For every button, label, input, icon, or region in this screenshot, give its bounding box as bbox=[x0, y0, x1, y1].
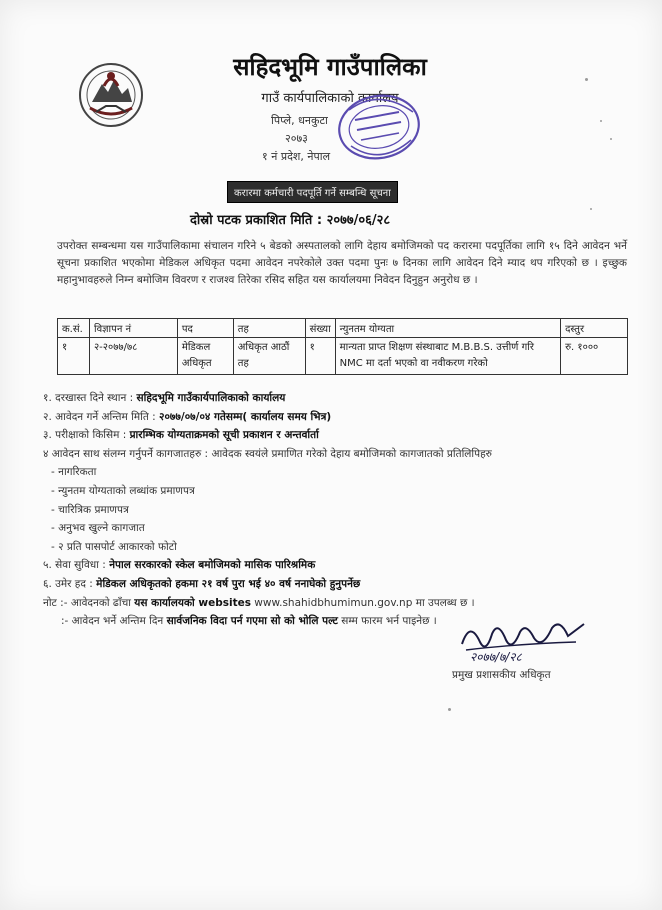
notice-title-banner: करारमा कर्मचारी पदपूर्ति गर्ने सम्बन्धि सूचना bbox=[227, 181, 398, 203]
doc-item: - अनुभव खुल्ने कागजात bbox=[51, 522, 145, 535]
item-label: १. दरखास्त दिने स्थान : bbox=[43, 392, 137, 404]
municipality-title: सहिदभूमि गाउँपालिका bbox=[233, 52, 427, 81]
item-label: २. आवेदन गर्ने अन्तिम मिति : bbox=[43, 410, 160, 423]
item-label: ४ आवेदन साथ संलग्न गर्नुपर्ने कागजातहरु : bbox=[43, 447, 212, 460]
list-item bbox=[43, 389, 633, 408]
col-header-post: पद bbox=[177, 319, 233, 338]
list-item bbox=[43, 445, 633, 464]
paper-speck bbox=[600, 120, 602, 122]
col-header-sn: क.सं. bbox=[58, 319, 90, 338]
signature-date: २०७७/७/२८ bbox=[470, 650, 522, 664]
cell-ad-no: २-२०७७/७८ bbox=[89, 338, 177, 375]
note-text: www.shahidbhumimun.gov.np मा उपलब्ध छ । bbox=[250, 596, 475, 609]
list-item bbox=[43, 426, 633, 445]
paper-speck bbox=[610, 138, 612, 140]
note-text: सम्म फारम भर्न पाइनेछ । bbox=[337, 615, 437, 628]
list-item bbox=[43, 556, 633, 575]
note-label: नोट :- bbox=[43, 596, 71, 609]
list-item bbox=[43, 408, 633, 427]
note-text-bold: यस कार्यालयको websites bbox=[134, 596, 251, 609]
item-label: ५. सेवा सुविधा : bbox=[43, 559, 110, 572]
note-text: :- आवेदन भर्ने अन्तिम दिन bbox=[61, 615, 167, 628]
col-header-count: संख्या bbox=[305, 319, 335, 338]
item-value: प्रारम्भिक योग्यताक्रमको सूची प्रकाशन र अन्तर्वार्ता bbox=[129, 429, 319, 442]
item-value: सहिदभूमि गाउँकार्यपालिकाको कार्यालय bbox=[136, 392, 286, 404]
cell-post: मेडिकल अधिकृत bbox=[177, 338, 233, 375]
item-value: २०७७/०७/०४ गतेसम्म( कार्यालय समय भित्र) bbox=[159, 410, 332, 423]
list-item bbox=[43, 575, 633, 594]
item-value: नेपाल सरकारको स्केल बमोजिमको मासिक पारिश्रमिक bbox=[109, 559, 316, 572]
cell-level: अधिकृत आठौं तह bbox=[233, 338, 305, 375]
col-header-fee: दस्तुर bbox=[561, 319, 628, 338]
doc-item: - २ प्रति पासपोर्ट आकारको फोटो bbox=[51, 540, 177, 553]
note-line bbox=[43, 594, 633, 613]
item-value: आवेदक स्वयंले प्रमाणित गरेको देहाय बमोजिमको कागजातको प्रतिलिपिहरु bbox=[211, 447, 492, 460]
paper-speck bbox=[590, 208, 592, 210]
paper-speck bbox=[585, 78, 588, 81]
cell-qualification: मान्यता प्राप्त शिक्षण संस्थाबाट M.B.B.S. उत्तीर्ण गरि NMC मा दर्ता भएको वा नवीकरण गरेको bbox=[335, 338, 560, 375]
signatory-title: प्रमुख प्रशासकीय अधिकृत bbox=[452, 669, 551, 681]
publication-date: दोस्रो पटक प्रकाशित मिति : २०७७/०६/२८ bbox=[190, 213, 391, 228]
doc-item: - चारित्रिक प्रमाणपत्र bbox=[51, 503, 129, 516]
province-line: १ नं प्रदेश, नेपाल bbox=[262, 150, 331, 163]
item-label: ६. उमेर हद : bbox=[43, 577, 97, 590]
established-year: २०७३ bbox=[285, 132, 308, 145]
doc-item: - न्युनतम योग्यताको लब्धांक प्रमाणपत्र bbox=[51, 484, 195, 497]
vacancy-table bbox=[57, 318, 628, 375]
cell-sn: १ bbox=[58, 338, 90, 375]
government-emblem-icon bbox=[78, 62, 144, 128]
office-subtitle: गाउँ कार्यपालिकाको कार्यालय bbox=[261, 91, 399, 106]
col-header-qualification: न्युनतम योग्यता bbox=[335, 319, 560, 338]
col-header-ad-no: विज्ञापन नं bbox=[89, 319, 177, 338]
intro-paragraph: उपरोक्त सम्बन्धमा यस गाउँपालिकामा संचालन गरिने ५ बेडको अस्पतालको लागि देहाय बमोजिमको पद करारमा पदपूर्तिका लागि १५ दिने आवेदन भर्ने सूचना प्रकाशित भएकोमा मेडिकल अधिकृत पदमा आवेदन नपरेकोले उक्त पदमा पुनः ७ दिनका लागि आवेदन दिने म्याद थप गरिएको छ । इच्छुक महानुभावहरुले निम्न बमोजिम विवरण र राजश्व तिरेका रसिद सहित यस कार्यालयमा निवेदन दिनुहुन अनुरोध छ । bbox=[57, 240, 627, 286]
conditions-list bbox=[43, 389, 633, 631]
item-label: ३. परीक्षाको किसिम : bbox=[43, 429, 130, 442]
table-header-row bbox=[58, 319, 628, 338]
office-stamp bbox=[333, 90, 425, 164]
table-row bbox=[58, 338, 628, 375]
note-text-bold: सार्वजनिक विदा पर्न गएमा सो को भोलि पल्ट bbox=[166, 615, 338, 628]
paper-speck bbox=[448, 708, 451, 711]
cell-count: १ bbox=[305, 338, 335, 375]
address-line: पिप्ले, धनकुटा bbox=[271, 114, 328, 127]
note-text: आवेदनको ढाँचा bbox=[70, 596, 135, 609]
cell-fee: रु. १००० bbox=[561, 338, 628, 375]
item-value: मेडिकल अधिकृतको हकमा २१ वर्ष पुरा भई ४० वर्ष ननाघेको हुनुपर्नेछ bbox=[96, 577, 361, 590]
doc-item: - नागरिकता bbox=[51, 466, 97, 479]
col-header-level: तह bbox=[233, 319, 305, 338]
